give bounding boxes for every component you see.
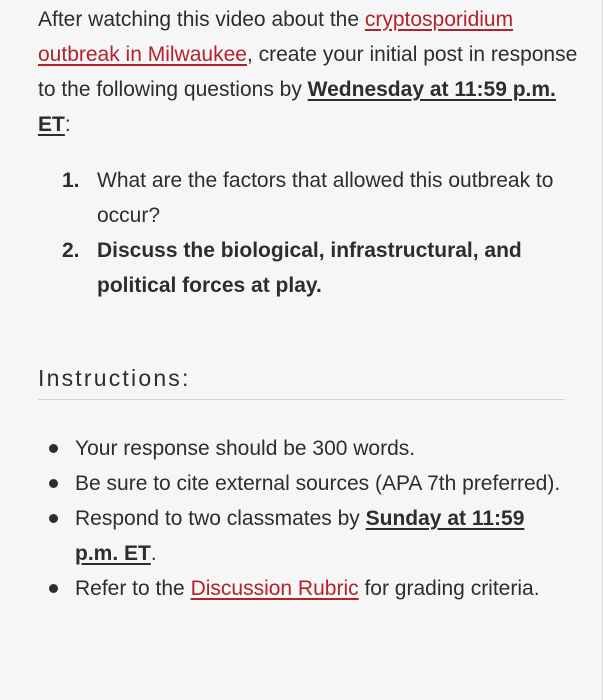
instruction-item [45, 501, 565, 571]
intro-paragraph [38, 2, 578, 142]
instruction-item [45, 571, 565, 606]
instruction-text: Be sure to cite external sources (APA 7th preferred). [75, 472, 561, 495]
bullet-icon [49, 514, 58, 523]
discussion-rubric-link[interactable]: Discussion Rubric [190, 577, 359, 600]
intro-text-start: After watching this video about the [38, 8, 365, 31]
question-item [62, 163, 562, 233]
question-text: What are the factors that allowed this outbreak to occur? [97, 169, 554, 227]
question-number: 1. [62, 169, 80, 192]
reply-deadline: Sunday at 11:59 p.m. ET [75, 507, 525, 565]
instruction-item [45, 431, 565, 466]
video-link[interactable]: cryptosporidium outbreak in Milwaukee [38, 8, 514, 66]
section-divider [38, 399, 565, 400]
intro-text-end: : [64, 113, 71, 136]
instructions-list [45, 431, 565, 606]
bullet-icon [49, 479, 58, 488]
instruction-text: Respond to two classmates by [75, 507, 366, 530]
instructions-heading: Instructions: [38, 365, 191, 391]
intro-text-middle: , create your initial post in response to the following questions by [38, 43, 578, 101]
question-number: 2. [62, 239, 80, 262]
bullet-icon [49, 444, 58, 453]
instruction-text-end: . [150, 542, 157, 565]
question-list [62, 163, 562, 303]
question-text: Discuss the biological, infrastructural, and political forces at play. [97, 239, 522, 297]
instruction-text: Refer to the [75, 577, 191, 600]
instruction-item [45, 466, 565, 501]
initial-post-deadline: Wednesday at 11:59 p.m. ET [38, 78, 556, 136]
instruction-text-end: for grading criteria. [358, 577, 540, 600]
bullet-icon [49, 584, 58, 593]
instruction-text: Your response should be 300 words. [75, 437, 416, 460]
question-item [62, 233, 562, 303]
